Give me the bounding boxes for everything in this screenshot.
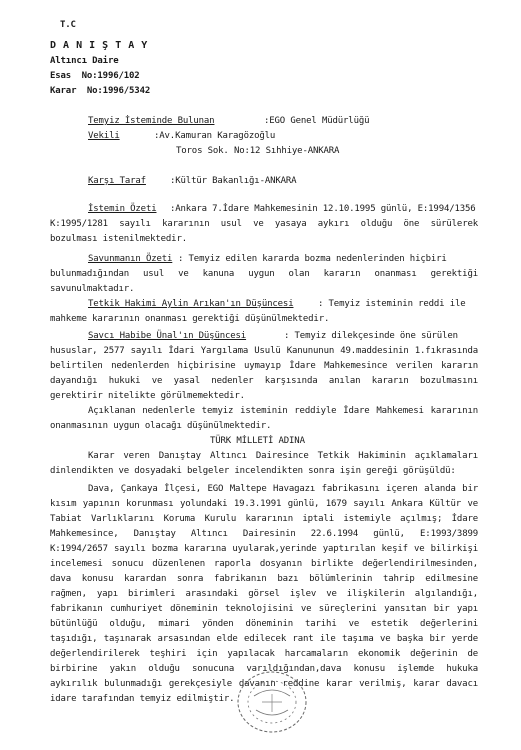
agent-value: :Av.Kamuran Karagözoğlu (154, 131, 276, 141)
judge-opinion-line-1: : Temyiz isteminin reddi ile (318, 299, 466, 309)
opponent-value: :Kültür Bakanlığı-ANKARA (170, 176, 297, 186)
prosecutor-opinion-line-2: hususlar, 2577 sayılı İdari Yargılama Usulü Kanununun 49.maddesinin 1.fıkrasında (50, 346, 478, 356)
decision-line-6: Mahkemesince, Danıştay Altıncı Dairesinin 22.6.1994 günlü, E:1993/3899 (50, 529, 478, 539)
appellant-value: :EGO Genel Müdürlüğü (264, 116, 370, 126)
summary-label: İstemin Özeti (88, 204, 157, 214)
prosecutor-opinion-line-7: onanmasının uygun olacağı düşünülmektedir. (50, 421, 272, 431)
decision-line-10: rağmen, yapı birimleri arasındaki görsel işlev ve ilişkilerin algılandığı, (50, 589, 478, 599)
prosecutor-opinion-line-3: belirtilen nedenlerden hiçbirisine uymayıp İdare Mahkemesince verilen kararın (50, 361, 478, 371)
judge-opinion-line-2: mahkeme kararının onanması gerektiği düşünülmektedir. (50, 314, 330, 324)
tc-mark: T.C (60, 20, 76, 30)
defense-line-2: bulunmadığından usul ve kanuna uygun olan kararın onanması gerektiği (50, 269, 478, 279)
prosecutor-opinion-line-5: gerektirir nitelikte görülmemektedir. (50, 391, 245, 401)
official-stamp-icon (232, 666, 312, 738)
karar-number: Karar No:1996/5342 (50, 86, 151, 96)
decision-line-12: bütünlüğü olduğu, mimari yönden döneminin tarihi ve estetik değerlerini (50, 619, 478, 629)
decision-line-11: fabrikanın cumhuriyet döneminin teknolojisini ve süreçlerini yansıtan bir yapı (50, 604, 478, 614)
prosecutor-opinion-line-6: Açıklanan nedenlerle temyiz isteminin reddiyle İdare Mahkemesi kararının (88, 406, 478, 416)
summary-line-3: bozulması istenilmektedir. (50, 234, 187, 244)
decision-line-7: K:1994/2657 sayılı bozma kararına uyularak,yerinde yaptırılan keşif ve bilirkişi (50, 544, 478, 554)
decision-line-3: Dava, Çankaya İlçesi, EGO Maltepe Havagazı fabrikasını içeren alanda bir (88, 484, 478, 494)
opponent-label: Karşı Taraf (88, 176, 146, 186)
decision-line-5: Tabiat Varlıklarını Koruma Kurulu kararının iptali istemiyle açılmış; İdare (50, 514, 478, 524)
court-name: D A N I Ş T A Y (50, 40, 148, 51)
agent-address: Toros Sok. No:12 Sıhhiye-ANKARA (176, 146, 340, 156)
defense-label: Savunmanın Özeti (88, 254, 173, 264)
decision-line-9: dava konusu karardan sonra fabrikanın bazı bölümlerinin tahrip edilmesine (50, 574, 478, 584)
decision-heading: TÜRK MİLLETİ ADINA (210, 436, 305, 446)
summary-line-2: K:1995/1281 sayılı kararının usul ve yasaya aykırı olduğu öne sürülerek (50, 219, 478, 229)
defense-line-1: : Temyiz edilen kararda bozma nedenlerinden hiçbiri (178, 254, 447, 264)
chamber-name: Altıncı Daire (50, 56, 119, 66)
decision-line-17: idare tarafından temyiz edilmiştir. (50, 694, 235, 704)
judge-opinion-label: Tetkik Hakimi Aylin Arıkan'ın Düşüncesi (88, 299, 294, 309)
appellant-label: Temyiz İsteminde Bulunan (88, 116, 215, 126)
prosecutor-opinion-line-4: dayandığı hukuki ve yasal nedenler karşısında anılan kararın bozulmasını (50, 376, 478, 386)
prosecutor-opinion-line-1: : Temyiz dilekçesinde öne sürülen (284, 331, 458, 341)
decision-line-8: incelemesi sonucu düzenlenen raporla dosyanın birlikte değerlendirilmesinden, (50, 559, 478, 569)
decision-line-1: Karar veren Danıştay Altıncı Dairesince Tetkik Hakiminin açıklamaları (88, 451, 478, 461)
summary-line-1: :Ankara 7.İdare Mahkemesinin 12.10.1995 günlü, E:1994/1356 (170, 204, 476, 214)
defense-line-3: savunulmaktadır. (50, 284, 135, 294)
decision-line-16: aykırılık bulunmadığı gerekçesiyle davanın reddine karar verilmiş, karar davacı (50, 679, 478, 689)
decision-line-15: birbirine yakın olduğu sonucuna varıldığından,dava konusu işlemde hukuka (50, 664, 478, 674)
decision-line-2: dinlendikten ve dosyadaki belgeler incelendikten sonra işin gereği görüşüldü: (50, 466, 456, 476)
decision-line-4: kısım yapının korunması yolundaki 19.3.1991 günlü, 1679 sayılı Ankara Kültür ve (50, 499, 478, 509)
decision-line-13: taşıdığı, taşınarak arsasından elde edilecek rant ile taşıma ve başka bir yerde (50, 634, 478, 644)
prosecutor-opinion-label: Savcı Habibe Ünal'ın Düşüncesi (88, 331, 247, 341)
decision-line-14: değerlendirilerek teşhiri için yapılacak harcamaların ekonomik değerinin de (50, 649, 478, 659)
esas-number: Esas No:1996/102 (50, 71, 140, 81)
agent-label: Vekili (88, 131, 120, 141)
